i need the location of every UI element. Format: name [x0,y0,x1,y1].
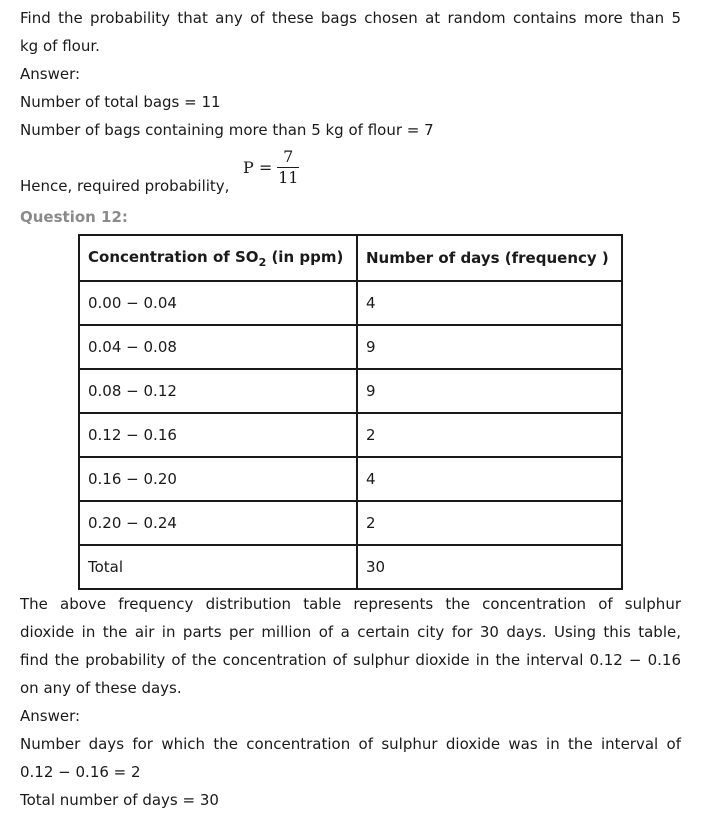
cell-total-label: Total [79,545,357,589]
cell-interval: 0.04 − 0.08 [79,325,357,369]
header-days: Number of days (frequency ) [357,235,622,281]
answer-label: Answer: [20,65,81,83]
formula-fraction [277,148,299,187]
description-line-3: find the probability of the concentration of sulphur dioxide in the interval 0.12 − 0.16 [20,651,681,669]
question-label: Question 12: [20,208,128,226]
answer2-line-2: 0.12 − 0.16 = 2 [20,763,141,781]
description-line-1: The above frequency distribution table represents the concentration of sulphur [20,595,681,613]
answer2-line-3: Total number of days = 30 [20,791,219,809]
probability-row [20,144,681,204]
table-row [79,413,622,457]
frequency-table [78,234,623,590]
cell-total-days: 30 [357,545,622,589]
cell-interval: 0.16 − 0.20 [79,457,357,501]
description-line-2: dioxide in the air in parts per million of a certain city for 30 days. Using this table, [20,623,681,641]
document-page [20,4,681,814]
answer2-label: Answer: [20,707,81,725]
total-bags-line: Number of total bags = 11 [20,93,221,111]
table-row [79,369,622,413]
hence-label: Hence, required probability, [20,177,230,195]
cell-days: 9 [357,369,622,413]
table-row [79,325,622,369]
cell-interval: 0.20 − 0.24 [79,501,357,545]
cell-interval: 0.08 − 0.12 [79,369,357,413]
bags-more-line: Number of bags containing more than 5 kg of flour = 7 [20,121,434,139]
cell-interval: 0.12 − 0.16 [79,413,357,457]
probability-formula [243,148,299,187]
description-block [20,590,681,814]
table-row [79,501,622,545]
cell-days: 2 [357,501,622,545]
header-concentration: Concentration of $SO_2$ (in ppm) [79,235,357,281]
cell-days: 2 [357,413,622,457]
intro-line-2: kg of flour. [20,37,100,55]
cell-days: 9 [357,325,622,369]
formula-lhs: P = [243,158,273,177]
intro-line-1: Find the probability that any of these bags chosen at random contains more than 5 [20,9,681,27]
cell-days: 4 [357,457,622,501]
cell-interval: 0.00 − 0.04 [79,281,357,325]
description-line-4: on any of these days. [20,679,182,697]
formula-numerator: 7 [283,147,294,166]
table-total-row [79,545,622,589]
table-row [79,281,622,325]
answer2-line-1: Number days for which the concentration of sulphur dioxide was in the interval of [20,735,681,753]
formula-denominator: 11 [278,168,299,187]
table-row [79,457,622,501]
cell-days: 4 [357,281,622,325]
table-header-row [79,235,622,281]
